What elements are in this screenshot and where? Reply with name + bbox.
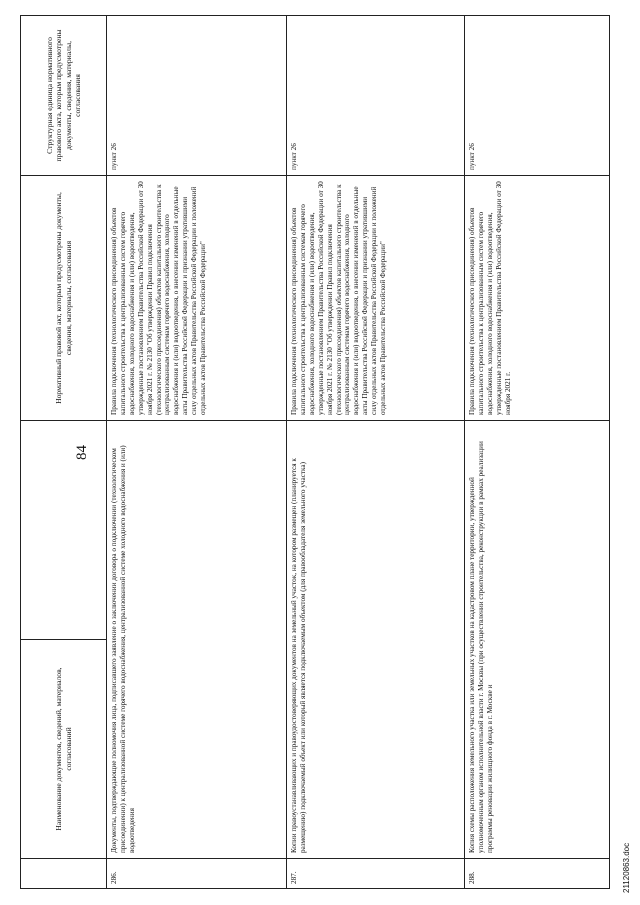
table-row (287, 16, 465, 889)
row-documents: Документы, подтверждающие полномочия лица, подписавшего заявление о заключении договора о подключении (технологическом присоединении) к централизованной системе горячего водоснабжения, централизованной системе холодного водоснабжения и (или) водоотведения (107, 421, 287, 859)
row-documents: Копия схемы расположения земельного участка или земельных участков на кадастровом плане территории, утвержденной уполномоченным органом исполнительной власти г. Москвы (при осуществлении строительства, реконструкции в рамках реализации программы реновации жилищного фонда в г. Москве и (465, 421, 610, 859)
header-act: Нормативный правовой акт, которым предусмотрены документы, сведения, материалы, согласования (21, 176, 107, 421)
table-header-row (21, 16, 107, 889)
header-number (21, 859, 107, 889)
header-spacer (21, 421, 107, 640)
row-unit: пункт 26 (287, 16, 465, 176)
page-number: 84 (74, 445, 90, 460)
document-file-id: 21120863.doc (622, 842, 631, 893)
row-number: 286. (107, 859, 287, 889)
row-unit: пункт 26 (107, 16, 287, 176)
table-row (107, 16, 287, 889)
table-row (465, 16, 610, 889)
row-unit: пункт 26 (465, 16, 610, 176)
row-number: 287. (287, 859, 465, 889)
row-documents: Копии правоустанавливающих и правоудостоверяющих документов на земельный участок, на котором размещен (планируется к размещению) подключаемый объект или который является подключаемым объектом (для правообладателя земельного участка) (287, 421, 465, 859)
row-act: Правила подключения (технологического присоединения) объектов капитального строительства к централизованным систем горячего водоснабжения, холодного водоснабжения и (или) водоотведения, утвержденные постановлением Правительства Российской Федерации от 30 ноября 2021 г. № 2130 "Об утверждении Правил подключения (технологического присоединения) объектов капитального строительства к централизованным системам горячего водоснабжения, холодного водоснабжения и (или) водоотведения, о внесении изменений в отдельные акты Правительства Российской Федерации и признании утратившими силу отдельных актов Правительства Российской Федерации и положений отдельных актов Правительства Российской Федерации" (107, 176, 287, 421)
row-act: Правила подключения (технологического присоединения) объектов капитального строительства к централизованным системам горячего водоснабжения, холодного водоснабжения и (или) водоотведения, утвержденные постановлением Правительства Российской Федерации от 30 ноября 2021 г. № 2130 "Об утверждении Правил подключения (технологического присоединения) объектов капитального строительства к централизованным системам горячего водоснабжения, холодного водоснабжения и (или) водоотведения, о внесении изменений в отдельные акты Правительства Российской Федерации и признании утратившими силу отдельных актов Правительства Российской Федерации и положений отдельных актов Правительства Российской Федерации" (287, 176, 465, 421)
row-number: 288. (465, 859, 610, 889)
row-act: Правила подключения (технологического присоединения) объектов капитального строительства к централизованным систем горячего водоснабжения, холодного водоснабжения и (или) водоотведения, утвержденные постановлением Правительства Российской Федерации от 30 ноября 2021 г. (465, 176, 610, 421)
header-unit: Структурная единица нормативного правового акта, которым предусмотрены документы, сведения, материалы, согласования (21, 16, 107, 176)
header-documents: Наименование документов, сведений, материалов, согласований (21, 640, 107, 859)
requirements-table (20, 15, 610, 889)
